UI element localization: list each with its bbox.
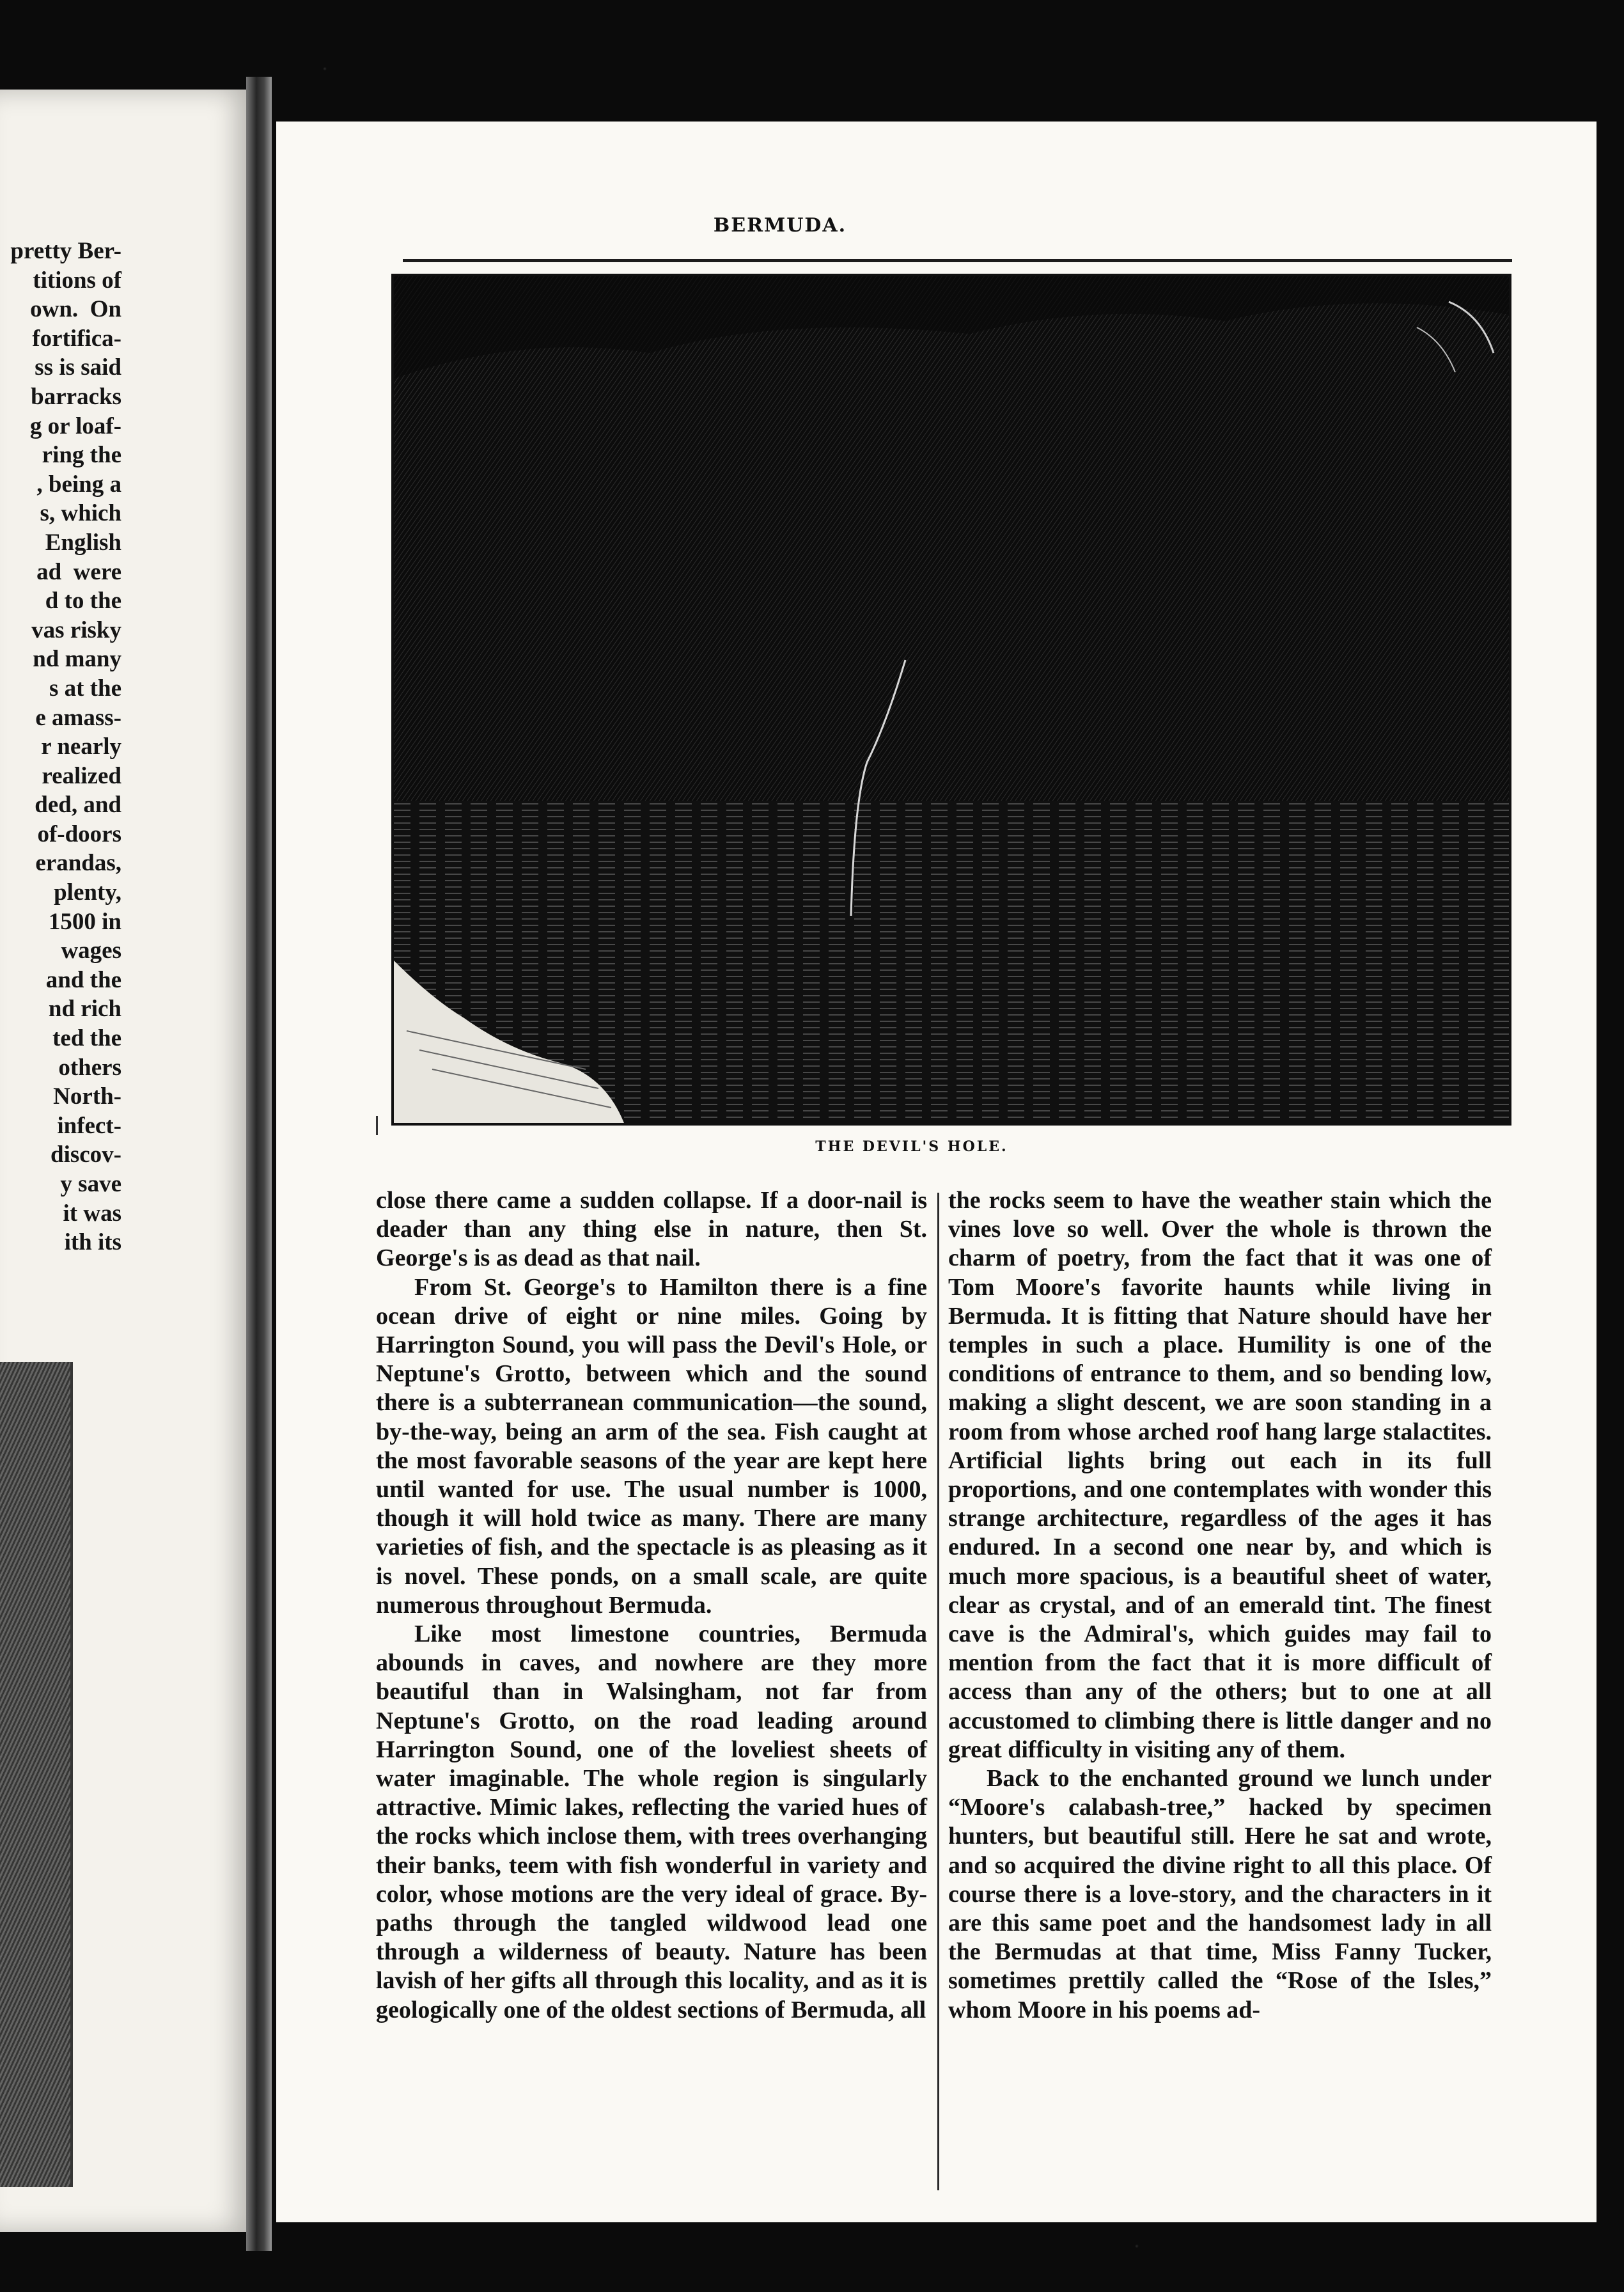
left-page-line: erandas,: [35, 850, 121, 877]
left-page-line: ted the: [52, 1025, 121, 1052]
column-divider: [937, 1193, 939, 2190]
left-page-line: wages: [61, 938, 121, 964]
left-page-text: [10, 237, 121, 1257]
left-page-line: ring the: [42, 442, 121, 469]
left-page-line: e amass-: [35, 704, 121, 731]
article-column-right: [948, 1186, 1492, 2025]
left-page-line: North-: [53, 1083, 121, 1110]
left-page-line: ded, and: [35, 792, 121, 819]
left-page-line: r nearly: [41, 734, 121, 760]
left-page-line: it was: [63, 1200, 121, 1227]
left-page-line: discov-: [51, 1142, 121, 1168]
left-page-line: realized: [42, 762, 121, 789]
book-gutter: [246, 77, 272, 2251]
engraving-caption: THE DEVIL'S HOLE.: [815, 1138, 1008, 1155]
left-page-line: fortifica-: [32, 325, 121, 352]
left-page-line: y save: [60, 1171, 121, 1197]
left-page-line: vas risky: [31, 616, 121, 643]
left-page-line: d to the: [45, 588, 121, 615]
header-rule: [403, 259, 1512, 262]
article-paragraph: Back to the enchanted ground we lunch under “Moore's calabash-tree,” hacked by specimen hunters, but beautiful still. Here he sat and wrote, and so acquired the divine right to all this place. Of course there is a love-story, and the characters in it are this same poet and the handsomest lady in all the Bermudas at that time, Miss Fanny Tucker, sometimes prettily called the “Rose of the Isles,” whom Moore in his poems ad-: [948, 1765, 1492, 2023]
left-page-line: g or loaf-: [29, 412, 121, 439]
devils-hole-engraving: [391, 274, 1511, 1126]
left-page-line: s, which: [40, 500, 121, 527]
left-page-line: nd rich: [48, 996, 121, 1023]
left-page: [0, 90, 256, 2232]
left-page-portrait-fragment: [0, 1362, 73, 2187]
left-page-line: , being a: [36, 471, 121, 498]
left-page-line: pretty Ber-: [10, 238, 121, 264]
left-page-line: ith its: [64, 1229, 121, 1256]
left-page-line: titions of: [33, 267, 121, 294]
left-page-line: of-doors: [37, 820, 121, 847]
article-paragraph: Like most limestone countries, Bermuda abounds in caves, and nowhere are they more beautiful than in Walsingham, not far from Neptune's Grotto, on the road leading around Harrington Sound, one of the loveliest sheets of water imaginable. The whole region is singularly attractive. Mimic lakes, reflecting the varied hues of the rocks which inclose them, with trees overhanging their banks, teem with fish wonderful in variety and color, whose motions are the very ideal of grace. By-paths through the tangled wildwood lead one through a wilderness of beauty. Nature has been lavish of her gifts all through this locality, and as it is geologically one of the oldest sections of Bermuda, all: [376, 1621, 927, 2023]
running-head: BERMUDA.: [713, 214, 847, 237]
left-page-line: ad were: [36, 558, 121, 585]
left-page-line: barracks: [31, 383, 121, 410]
article-paragraph: From St. George's to Hamilton there is a fine ocean drive of eight or nine miles. Going by Harrington Sound, you will pass the Devil's Hole, or Neptune's Grotto, between which and the sound there is a subterranean communication—the sound, by-the-way, being an arm of the sea. Fish caught at the most favorable seasons of the year are kept here until wanted for use. The usual number is 1000, though it will hold twice as many. There are many varieties of fish, and the spectacle is as pleasing as it is novel. These ponds, on a small scale, are quite numerous throughout Bermuda.: [376, 1273, 927, 1619]
left-page-line: others: [58, 1054, 121, 1081]
left-page-line: and the: [45, 966, 121, 993]
left-page-line: 1500 in: [48, 908, 121, 935]
left-page-line: own. On: [30, 296, 121, 323]
left-page-line: nd many: [33, 646, 121, 673]
left-page-line: ss is said: [35, 354, 121, 381]
column-mark: [376, 1116, 378, 1135]
left-page-line: English: [45, 529, 121, 556]
left-page-line: infect-: [57, 1112, 121, 1139]
left-page-line: plenty,: [54, 879, 121, 906]
article-column-left: [376, 1186, 927, 2025]
article-paragraph: close there came a sudden collapse. If a door-nail is deader than any thing else in nature, then St. George's is as dead as that nail.: [376, 1187, 927, 1272]
left-page-line: s at the: [49, 675, 121, 702]
article-paragraph: the rocks seem to have the weather stain which the vines love so well. Over the whole is thrown the charm of poetry, from the fact that it was one of Tom Moore's favorite haunts while living in Bermuda. It is fitting that Nature should have her temples in such a place. Humility is one of the conditions of entrance to them, and so bending low, making a slight descent, we are soon standing in a room from whose arched roof hang large stalactites. Artificial lights bring out each in its full proportions, and one contemplates with wonder this strange architecture, regardless of the ages it has endured. In a second one near by, and which is much more spacious, is a beautiful sheet of water, clear as crystal, and of an emerald tint. The finest cave is the Admiral's, which guides may fail to mention from the fact that it is more difficult of access than any of the others; but to one at all accustomed to climbing there is little danger and no great difficulty in visiting any of them.: [948, 1187, 1492, 1763]
